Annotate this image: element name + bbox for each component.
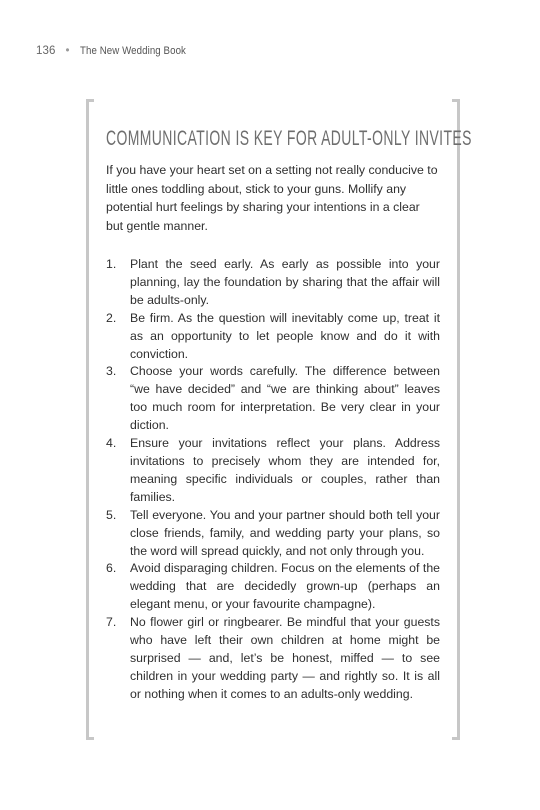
list-item-number: 1. bbox=[106, 257, 117, 271]
sidebar-intro: If you have your heart set on a setting not really conducive to little ones toddling about, stick to your guns. Mollify any potential hurt feelings by sharing your intentions in a clear but gentle manner. bbox=[106, 163, 438, 234]
list-item-text: Choose your words carefully. The difference between “we have decided” and “we are thinking about” leaves too much room for interpretation. Be very clear in your diction. bbox=[130, 364, 440, 433]
header-separator: • bbox=[65, 45, 70, 57]
list-item-number: 3. bbox=[106, 364, 117, 379]
list-item-text: Avoid disparaging children. Focus on the elements of the wedding that are decidedly grown-up (perhaps an elegant menu, or your favourite champagne). bbox=[130, 561, 440, 612]
list-item bbox=[106, 507, 440, 561]
list-item-text: Plant the seed early. As early as possible into your planning, lay the foundation by sharing that the affair will be adults-only. bbox=[130, 257, 440, 307]
list-item bbox=[106, 560, 440, 614]
list-item-number: 5. bbox=[106, 507, 117, 522]
right-bracket bbox=[452, 99, 460, 740]
list-item-number: 6. bbox=[106, 561, 117, 576]
tips-list bbox=[106, 256, 440, 704]
left-bracket bbox=[86, 99, 94, 740]
list-item-text: Ensure your invitations reflect your plans. Address invitations to precisely whom they are intended for, meaning specific individuals or couples, rather than families. bbox=[130, 436, 440, 504]
list-item-text: Be firm. As the question will inevitably come up, treat it as an opportunity to let people know and do it with conviction. bbox=[130, 310, 440, 361]
list-item-number: 2. bbox=[106, 310, 117, 325]
list-item bbox=[106, 435, 440, 507]
list-item-text: No flower girl or ringbearer. Be mindful that your guests who have left their own children at home might be surprised — and, let’s be honest, miffed — to see children in your wedding party — and rightly so. It is all or nothing when it comes to an adults-only wedding. bbox=[130, 615, 440, 701]
list-item bbox=[106, 363, 440, 435]
list-item-number: 4. bbox=[106, 436, 117, 451]
list-item-text: Tell everyone. You and your partner should both tell your close friends, family, and wedding party your plans, so the word will spread quickly, and not only through you. bbox=[130, 507, 440, 558]
list-item bbox=[106, 256, 440, 310]
list-item-number: 7. bbox=[106, 615, 117, 630]
list-item bbox=[106, 614, 440, 704]
list-item bbox=[106, 310, 440, 364]
running-header bbox=[36, 45, 200, 57]
sidebar-box bbox=[86, 99, 472, 740]
sidebar-title: COMMUNICATION IS KEY FOR ADULT-ONLY INVITES bbox=[106, 127, 472, 150]
book-title: The New Wedding Book bbox=[79, 45, 186, 57]
page-number: 136 bbox=[36, 45, 56, 57]
